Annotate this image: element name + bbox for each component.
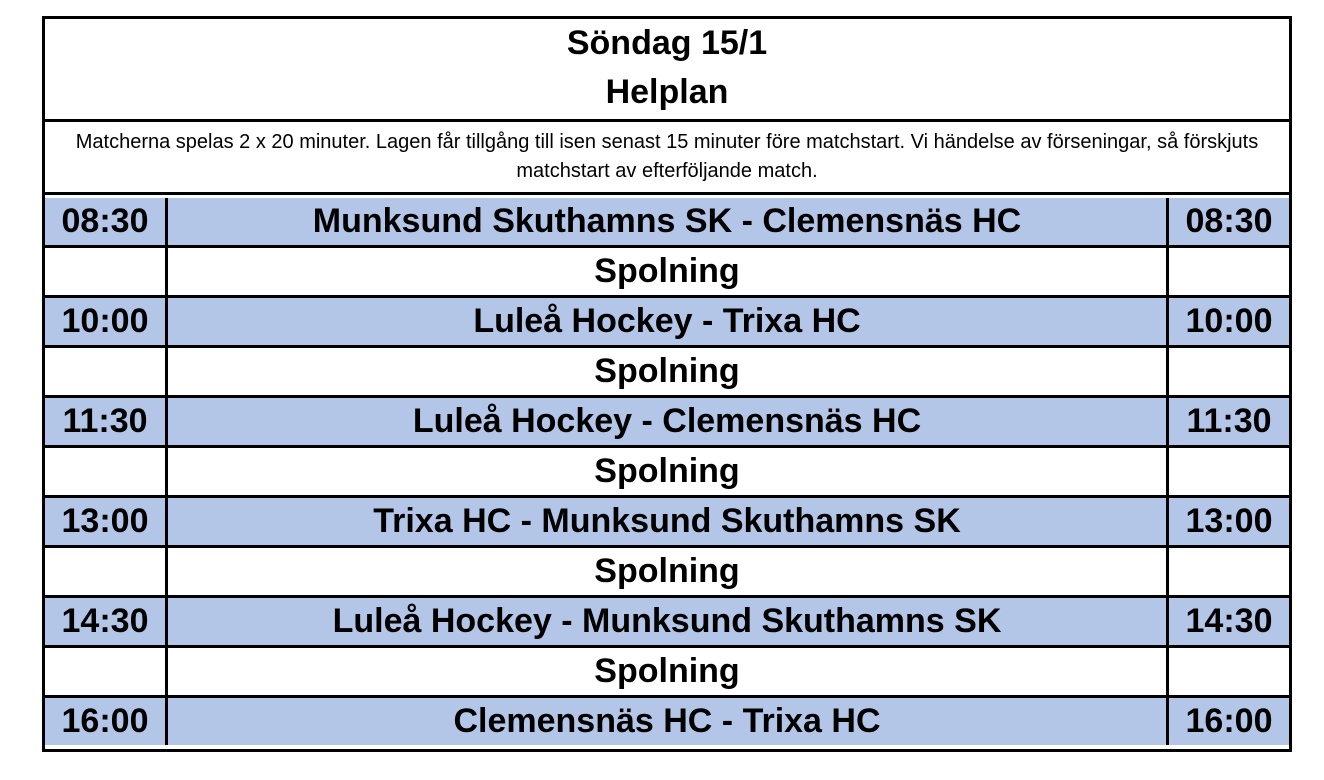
time-right: 13:00 (1166, 498, 1289, 545)
time-left: 08:30 (45, 198, 168, 245)
time-right (1166, 248, 1289, 295)
schedule-row (45, 248, 1289, 298)
rules-note: Matcherna spelas 2 x 20 minuter. Lagen får tillgång till isen senast 15 minuter före matchstart. Vi händelse av förseningar, så förskjuts matchstart av efterföljande match. (45, 122, 1289, 195)
time-right (1166, 648, 1289, 695)
break-label: Spolning (168, 248, 1166, 295)
break-label: Spolning (168, 448, 1166, 495)
schedule-row (45, 198, 1289, 248)
match-label: Trixa HC - Munksund Skuthamns SK (168, 498, 1166, 545)
time-left (45, 348, 168, 395)
break-label: Spolning (168, 648, 1166, 695)
time-right: 08:30 (1166, 198, 1289, 245)
schedule-row (45, 298, 1289, 348)
time-left (45, 248, 168, 295)
break-label: Spolning (168, 548, 1166, 595)
time-left: 11:30 (45, 398, 168, 445)
match-label: Luleå Hockey - Munksund Skuthamns SK (168, 598, 1166, 645)
time-right (1166, 548, 1289, 595)
time-left (45, 548, 168, 595)
schedule-row (45, 598, 1289, 648)
schedule-row (45, 498, 1289, 548)
match-label: Munksund Skuthamns SK - Clemensnäs HC (168, 198, 1166, 245)
time-left (45, 648, 168, 695)
schedule-row (45, 648, 1289, 698)
time-right (1166, 348, 1289, 395)
time-left (45, 448, 168, 495)
schedule-row (45, 548, 1289, 598)
time-right (1166, 448, 1289, 495)
schedule-row (45, 348, 1289, 398)
time-left: 14:30 (45, 598, 168, 645)
time-right: 16:00 (1166, 698, 1289, 745)
time-left: 13:00 (45, 498, 168, 545)
schedule-row (45, 448, 1289, 498)
match-label: Luleå Hockey - Trixa HC (168, 298, 1166, 345)
time-left: 10:00 (45, 298, 168, 345)
schedule-row (45, 398, 1289, 448)
match-label: Luleå Hockey - Clemensnäs HC (168, 398, 1166, 445)
schedule-sheet (42, 16, 1292, 752)
time-right: 11:30 (1166, 398, 1289, 445)
time-right: 14:30 (1166, 598, 1289, 645)
day-title: Söndag 15/1 (566, 24, 768, 62)
break-label: Spolning (168, 348, 1166, 395)
venue-title: Helplan (605, 73, 729, 111)
match-label: Clemensnäs HC - Trixa HC (168, 698, 1166, 745)
time-left: 16:00 (45, 698, 168, 745)
time-right: 10:00 (1166, 298, 1289, 345)
schedule-row (45, 698, 1289, 745)
title-block (45, 19, 1289, 122)
